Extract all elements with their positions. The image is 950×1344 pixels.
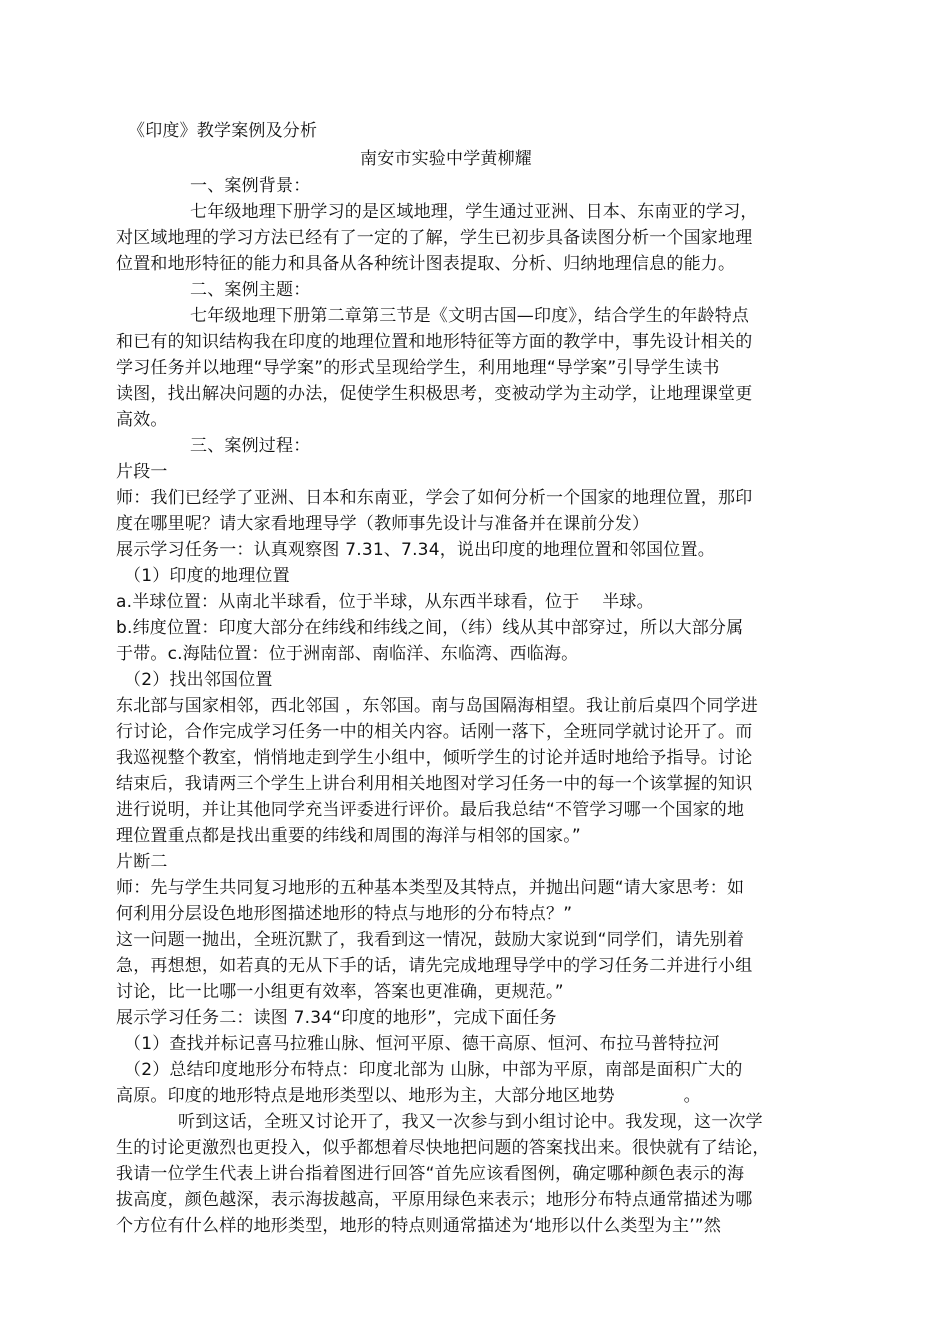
paragraph-line: 位置和地形特征的能力和具备从各种统计图表提取、分析、归纳地理信息的能力。	[116, 254, 736, 274]
paragraph-line: 生的讨论更激烈也更投入，似乎都想着尽快地把问题的答案找出来。很快就有了结论，	[116, 1138, 770, 1158]
task-line: 展示学习任务二：读图 7.34“印度的地形”，完成下面任务	[116, 1008, 557, 1028]
paragraph-line: 读图，找出解决问题的办法，促使学生积极思考，变被动学为主动学，让地理课堂更	[116, 384, 753, 404]
paragraph-line: 对区域地理的学习方法已经有了一定的了解，学生已初步具备读图分析一个国家地理	[116, 228, 753, 248]
paragraph-line: 东北部与国家相邻，西北邻国 ，东邻国。南与岛国隔海相望。我让前后桌四个同学进	[116, 696, 759, 716]
segment-heading: 片段一	[116, 462, 168, 482]
task-item: （2）总结印度地形分布特点：印度北部为 山脉，中部为平原，南部是面积广大的	[124, 1060, 743, 1080]
section-heading-theme: 二、案例主题：	[190, 280, 311, 300]
paragraph-line: 何利用分层设色地形图描述地形的特点与地形的分布特点？”	[116, 904, 573, 924]
paragraph-line: 七年级地理下册第二章第三节是《文明古国—印度》，结合学生的年龄特点	[190, 306, 750, 326]
paragraph-line: 讨论，比一比哪一小组更有效率，答案也更准确，更规范。”	[116, 982, 564, 1002]
paragraph-line: 理位置重点都是找出重要的纬线和周围的海洋与相邻的国家。”	[116, 826, 581, 846]
paragraph-line: 高效。	[116, 410, 168, 430]
paragraph-line: 拔高度，颜色越深，表示海拔越高，平原用绿色来表示；地形分布特点通常描述为哪	[116, 1190, 753, 1210]
paragraph-line: 我请一位学生代表上讲台指着图进行回答“首先应该看图例，确定哪种颜色表示的海	[116, 1164, 745, 1184]
task-item: 于带。c.海陆位置：位于洲南部、南临洋、东临湾、西临海。	[116, 644, 579, 664]
section-heading-background: 一、案例背景：	[190, 176, 311, 196]
paragraph-line: 学习任务并以地理“导学案”的形式呈现给学生，利用地理“导学案”引导学生读书	[116, 358, 720, 378]
segment-heading: 片断二	[116, 852, 168, 872]
paragraph-line: 我巡视整个教室，悄悄地走到学生小组中，倾听学生的讨论并适时地给予指导。讨论	[116, 748, 753, 768]
task-item: b.纬度位置：印度大部分在纬线和纬线之间，（纬）线从其中部穿过，所以大部分属	[116, 618, 744, 638]
task-item: （1）印度的地理位置	[124, 566, 290, 586]
doc-title: 《印度》教学案例及分析	[128, 121, 318, 141]
section-heading-process: 三、案例过程：	[190, 436, 311, 456]
task-line: 展示学习任务一：认真观察图 7.31、7.34，说出印度的地理位置和邻国位置。	[116, 540, 715, 560]
paragraph-line: 度在哪里呢？请大家看地理导学（教师事先设计与准备并在课前分发）	[116, 514, 650, 534]
paragraph-line: 师：我们已经学了亚洲、日本和东南亚，学会了如何分析一个国家的地理位置，那印	[116, 488, 753, 508]
task-item: 高原。印度的地形特点是地形类型以、地形为主，大部分地区地势 。	[116, 1086, 701, 1106]
paragraph-line: 行讨论，合作完成学习任务一中的相关内容。话刚一落下，全班同学就讨论开了。而	[116, 722, 753, 742]
paragraph-line: 和已有的知识结构我在印度的地理位置和地形特征等方面的教学中，事先设计相关的	[116, 332, 753, 352]
paragraph-line: 急，再想想，如若真的无从下手的话，请先完成地理导学中的学习任务二并进行小组	[116, 956, 753, 976]
paragraph-line: 进行说明，并让其他同学充当评委进行评价。最后我总结“不管学习哪一个国家的地	[116, 800, 745, 820]
paragraph-line: 结束后，我请两三个学生上讲台利用相关地图对学习任务一中的每一个该掌握的知识	[116, 774, 753, 794]
doc-author: 南安市实验中学黄柳耀	[360, 149, 532, 169]
paragraph-line: 七年级地理下册学习的是区域地理，学生通过亚洲、日本、东南亚的学习，	[190, 202, 758, 222]
paragraph-line: 师：先与学生共同复习地形的五种基本类型及其特点，并抛出问题“请大家思考：如	[116, 878, 745, 898]
paragraph-line: 听到这话，全班又讨论开了，我又一次参与到小组讨论中。我发现，这一次学	[178, 1112, 763, 1132]
task-item: （1）查找并标记喜马拉雅山脉、恒河平原、德干高原、恒河、布拉马普特拉河	[124, 1034, 720, 1054]
task-item: （2）找出邻国位置	[124, 670, 273, 690]
paragraph-line: 这一问题一抛出，全班沉默了，我看到这一情况，鼓励大家说到“同学们，请先别着	[116, 930, 745, 950]
task-item: a.半球位置：从南北半球看，位于半球，从东西半球看，位于 半球。	[116, 592, 654, 612]
paragraph-line: 个方位有什么样的地形类型，地形的特点则通常描述为‘地形以什么类型为主’”然	[116, 1216, 722, 1236]
